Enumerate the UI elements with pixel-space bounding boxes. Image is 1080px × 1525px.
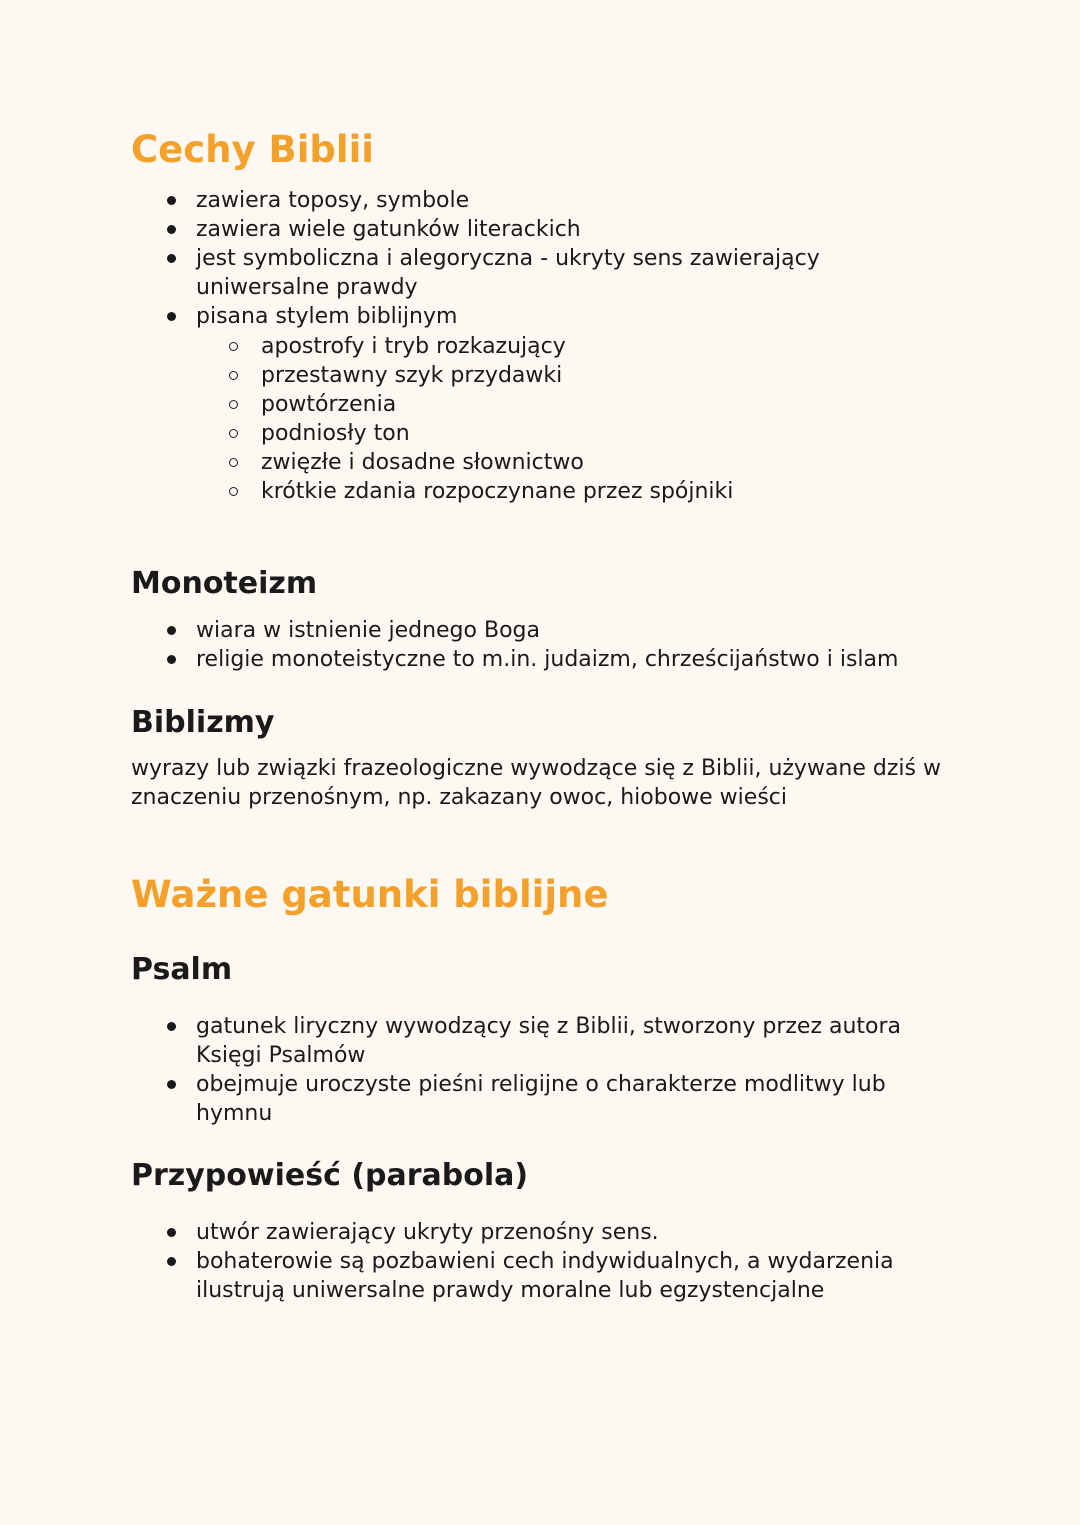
list-item: apostrofy i tryb rozkazujący bbox=[131, 332, 733, 361]
section-title-wazne-gatunki: Ważne gatunki biblijne bbox=[131, 873, 609, 916]
list-item: utwór zawierający ukryty przenośny sens. bbox=[131, 1218, 894, 1247]
list-item: gatunek liryczny wywodzący się z Biblii, stworzony przez autora Księgi Psalmów bbox=[131, 1012, 901, 1070]
przypowiesc-list bbox=[131, 1218, 894, 1305]
list-item: jest symboliczna i alegoryczna - ukryty sens zawierający uniwersalne prawdy bbox=[131, 244, 820, 302]
list-item: zawiera wiele gatunków literackich bbox=[131, 215, 820, 244]
cechy-sublist bbox=[131, 332, 733, 506]
list-item: wiara w istnienie jednego Boga bbox=[131, 616, 898, 645]
list-item: obejmuje uroczyste pieśni religijne o charakterze modlitwy lub hymnu bbox=[131, 1070, 901, 1128]
section-title-biblizmy: Biblizmy bbox=[131, 705, 275, 740]
section-title-monoteizm: Monoteizm bbox=[131, 566, 318, 601]
list-item: pisana stylem biblijnym bbox=[131, 302, 820, 331]
section-title-przypowiesc: Przypowieść (parabola) bbox=[131, 1158, 529, 1193]
list-item: zwięzłe i dosadne słownictwo bbox=[131, 448, 733, 477]
list-item: bohaterowie są pozbawieni cech indywidualnych, a wydarzenia ilustrują uniwersalne prawdy moralne lub egzystencjalne bbox=[131, 1247, 894, 1305]
list-item: podniosły ton bbox=[131, 419, 733, 448]
list-item: krótkie zdania rozpoczynane przez spójniki bbox=[131, 477, 733, 506]
cechy-list bbox=[131, 186, 820, 331]
list-item: powtórzenia bbox=[131, 390, 733, 419]
list-item: zawiera toposy, symbole bbox=[131, 186, 820, 215]
section-title-psalm: Psalm bbox=[131, 952, 233, 987]
list-item: przestawny szyk przydawki bbox=[131, 361, 733, 390]
list-item: religie monoteistyczne to m.in. judaizm, chrześcijaństwo i islam bbox=[131, 645, 898, 674]
biblizmy-definition: wyrazy lub związki frazeologiczne wywodzące się z Biblii, używane dziś w znaczeniu przenośnym, np. zakazany owoc, hiobowe wieści bbox=[131, 756, 941, 810]
psalm-list bbox=[131, 1012, 901, 1128]
section-title-cechy-biblii: Cechy Biblii bbox=[131, 128, 374, 171]
monoteizm-list bbox=[131, 616, 898, 674]
